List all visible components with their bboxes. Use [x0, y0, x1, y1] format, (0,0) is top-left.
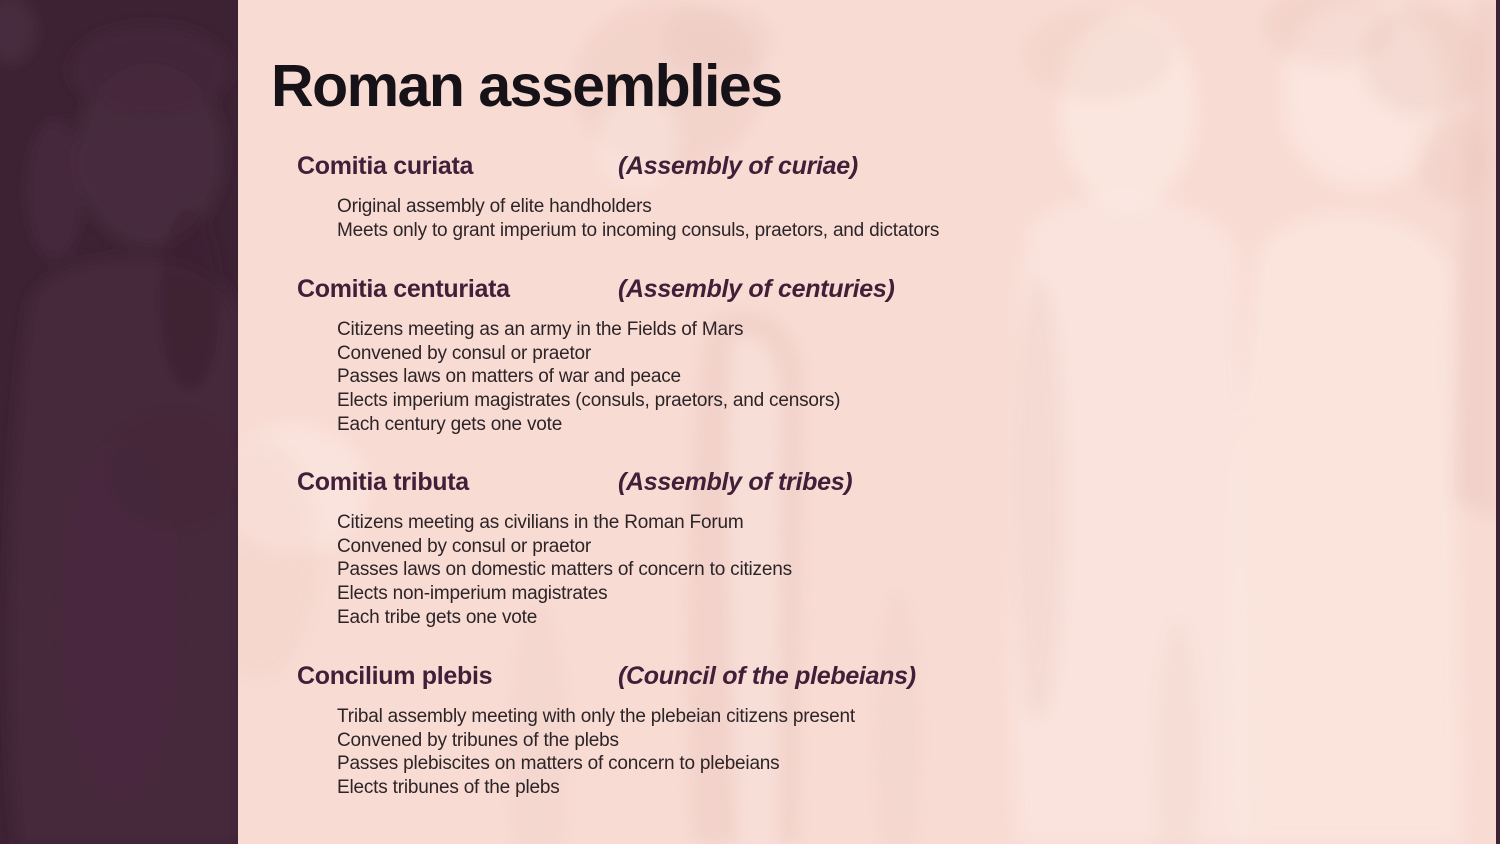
assembly-point: Citizens meeting as civilians in the Roman Forum: [337, 512, 744, 533]
assembly-point: Convened by tribunes of the plebs: [337, 729, 619, 751]
assembly-point: Passes laws on domestic matters of concern to citizens: [337, 559, 792, 581]
sidebar-panel: [0, 0, 238, 844]
assembly-point: Passes plebiscites on matters of concern to plebeians: [337, 753, 780, 775]
assembly-point: Original assembly of elite handholders: [337, 196, 652, 217]
page-title: Roman assemblies: [271, 53, 782, 119]
assembly-point: Elects tribunes of the plebs: [337, 777, 560, 799]
assembly-section: [238, 661, 1496, 799]
assembly-name: Comitia curiata: [297, 152, 474, 180]
assembly-section: [238, 274, 1496, 435]
assembly-section: [238, 467, 1496, 628]
assembly-point: Elects imperium magistrates (consuls, praetors, and censors): [337, 390, 841, 412]
assembly-subtitle: (Assembly of tribes): [618, 468, 853, 496]
assembly-points: [337, 705, 855, 800]
assembly-point: Each tribe gets one vote: [337, 606, 538, 628]
assembly-point: Tribal assembly meeting with only the plebeian citizens present: [337, 706, 855, 727]
assembly-point: Convened by consul or praetor: [337, 342, 592, 364]
assembly-subtitle: (Assembly of centuries): [618, 275, 895, 303]
slide-content: [238, 0, 1496, 844]
assembly-points: [337, 318, 840, 437]
assembly-section: [238, 151, 1496, 241]
assembly-point: Citizens meeting as an army in the Fields of Mars: [337, 319, 744, 340]
assembly-point: Convened by consul or praetor: [337, 535, 592, 557]
assembly-point: Meets only to grant imperium to incoming consuls, praetors, and dictators: [337, 219, 940, 241]
assembly-point: Passes laws on matters of war and peace: [337, 366, 681, 388]
assembly-point: Elects non-imperium magistrates: [337, 583, 608, 605]
assembly-name: Comitia tributa: [297, 468, 469, 496]
assembly-subtitle: (Council of the plebeians): [618, 662, 916, 690]
assembly-name: Concilium plebis: [297, 662, 493, 690]
assembly-name: Comitia centuriata: [297, 275, 510, 303]
assembly-subtitle: (Assembly of curiae): [618, 152, 858, 180]
assembly-points: [337, 195, 939, 242]
right-edge-strip: [1496, 0, 1500, 844]
assembly-points: [337, 511, 792, 630]
sidebar-statue-image: [0, 0, 238, 844]
assembly-point: Each century gets one vote: [337, 413, 563, 435]
